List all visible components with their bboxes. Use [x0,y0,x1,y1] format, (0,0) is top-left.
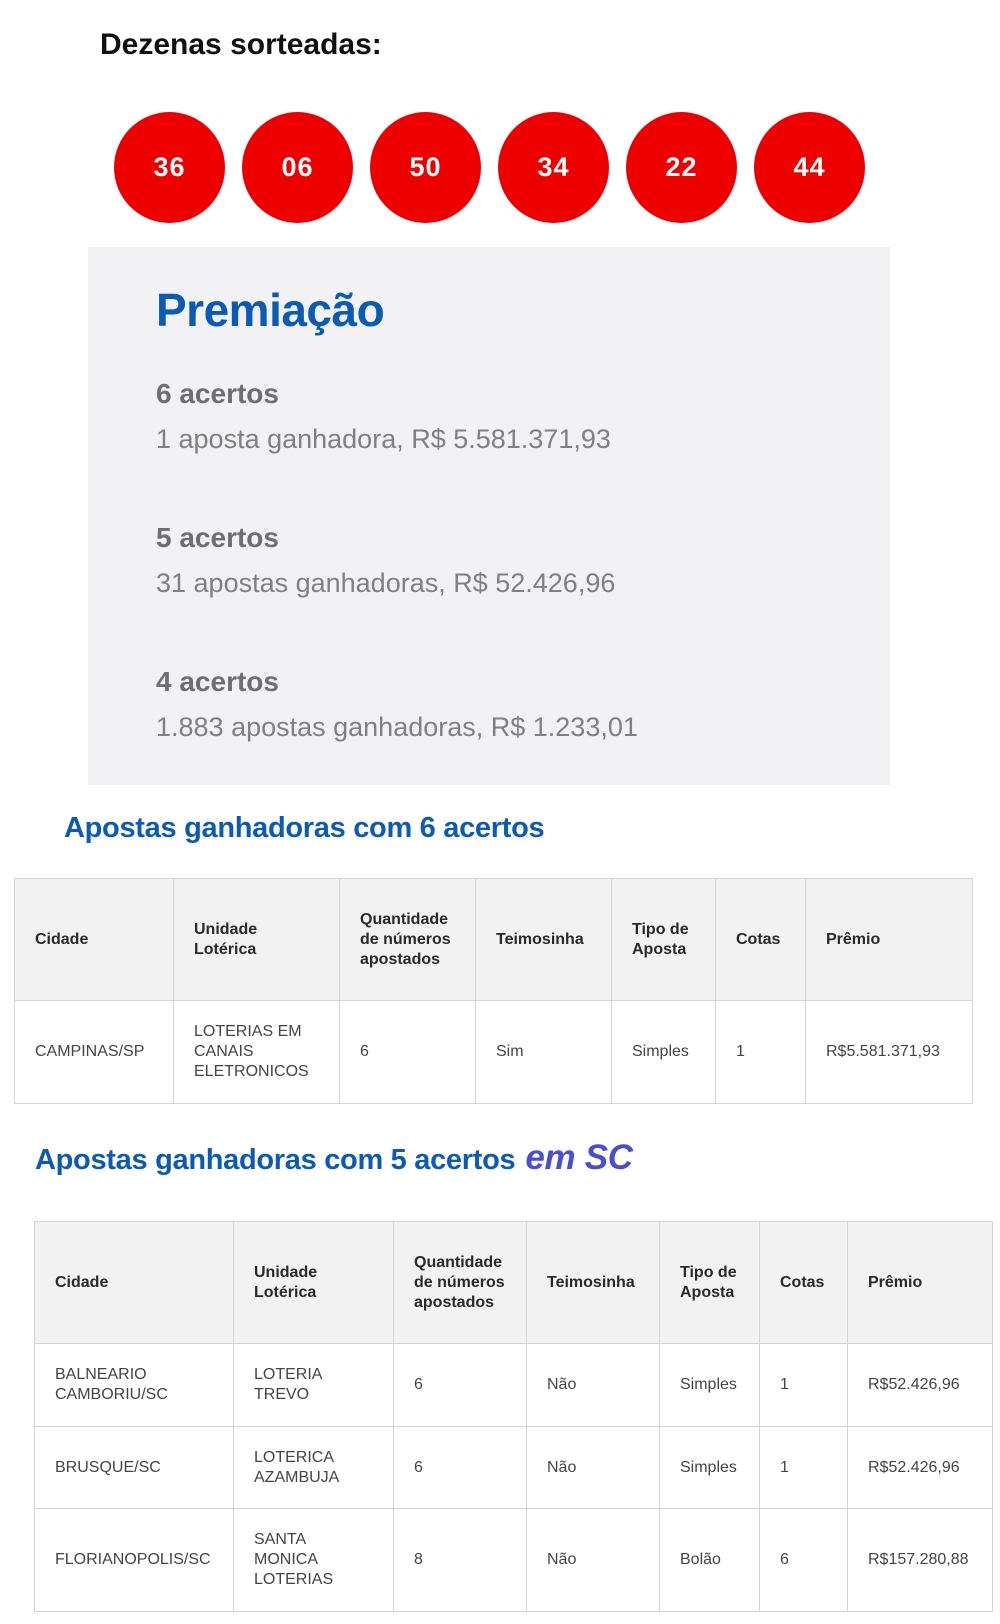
bet-type-cell: Simples [660,1344,760,1427]
bet-type-cell: Simples [660,1427,760,1509]
five-hits-heading [35,1138,633,1178]
number-ball: 06 [242,112,353,223]
table-row [35,1509,993,1612]
column-header: Cidade [15,879,174,1001]
city-cell: BRUSQUE/SC [35,1427,234,1509]
column-header: Quantidade de números apostados [394,1222,527,1344]
drawn-numbers [114,112,865,223]
lottery-unit-cell: LOTERIA TREVO [234,1344,394,1427]
number-ball: 22 [626,112,737,223]
column-header: Unidade Lotérica [174,879,340,1001]
numbers-count-cell: 6 [394,1344,527,1427]
lottery-unit-cell: SANTA MONICA LOTERIAS [234,1509,394,1612]
tier-hits: 4 acertos [156,666,279,697]
number-ball: 36 [114,112,225,223]
shares-cell: 1 [760,1427,848,1509]
numbers-count-cell: 6 [340,1001,476,1104]
prize-tier [156,522,615,599]
prize-cell: R$52.426,96 [848,1344,993,1427]
prize-panel [88,247,890,785]
prize-title: Premiação [156,284,385,336]
number-ball: 34 [498,112,609,223]
table-row [35,1427,993,1509]
teimosinha-cell: Não [527,1344,660,1427]
tier-description: 1.883 apostas ganhadoras, R$ 1.233,01 [156,712,638,742]
column-header: Quantidade de números apostados [340,879,476,1001]
number-ball: 50 [370,112,481,223]
teimosinha-cell: Sim [476,1001,612,1104]
column-header: Cidade [35,1222,234,1344]
column-header: Teimosinha [527,1222,660,1344]
column-header: Prêmio [848,1222,993,1344]
column-header: Unidade Lotérica [234,1222,394,1344]
table-row [35,1344,993,1427]
numbers-count-cell: 6 [394,1427,527,1509]
prize-cell: R$157.280,88 [848,1509,993,1612]
tier-description: 31 apostas ganhadoras, R$ 52.426,96 [156,568,616,598]
city-cell: BALNEARIO CAMBORIU/SC [35,1344,234,1427]
prize-cell: R$5.581.371,93 [806,1001,973,1104]
tier-hits: 6 acertos [156,378,279,409]
number-ball: 44 [754,112,865,223]
table-header-row [15,879,973,1001]
prize-tier [156,666,638,743]
teimosinha-cell: Não [527,1427,660,1509]
shares-cell: 6 [760,1509,848,1612]
column-header: Cotas [760,1222,848,1344]
prize-cell: R$52.426,96 [848,1427,993,1509]
city-cell: CAMPINAS/SP [15,1001,174,1104]
five-hits-heading-suffix: em SC [525,1138,633,1177]
teimosinha-cell: Não [527,1509,660,1612]
lottery-unit-cell: LOTERICA AZAMBUJA [234,1427,394,1509]
city-cell: FLORIANOPOLIS/SC [35,1509,234,1612]
numbers-count-cell: 8 [394,1509,527,1612]
six-hits-heading: Apostas ganhadoras com 6 acertos [64,812,545,844]
bet-type-cell: Bolão [660,1509,760,1612]
drawn-numbers-title: Dezenas sorteadas: [100,28,382,61]
table-row [15,1001,973,1104]
column-header: Teimosinha [476,879,612,1001]
five-hits-table [34,1221,993,1612]
five-hits-heading-text: Apostas ganhadoras com 5 acertos [35,1144,516,1176]
tier-hits: 5 acertos [156,522,279,553]
shares-cell: 1 [716,1001,806,1104]
tier-description: 1 aposta ganhadora, R$ 5.581.371,93 [156,424,611,454]
column-header: Cotas [716,879,806,1001]
column-header: Tipo de Aposta [660,1222,760,1344]
lottery-unit-cell: LOTERIAS EM CANAIS ELETRONICOS [174,1001,340,1104]
six-hits-table [14,878,973,1104]
shares-cell: 1 [760,1344,848,1427]
bet-type-cell: Simples [612,1001,716,1104]
column-header: Prêmio [806,879,973,1001]
column-header: Tipo de Aposta [612,879,716,1001]
table-header-row [35,1222,993,1344]
prize-tier [156,378,611,455]
